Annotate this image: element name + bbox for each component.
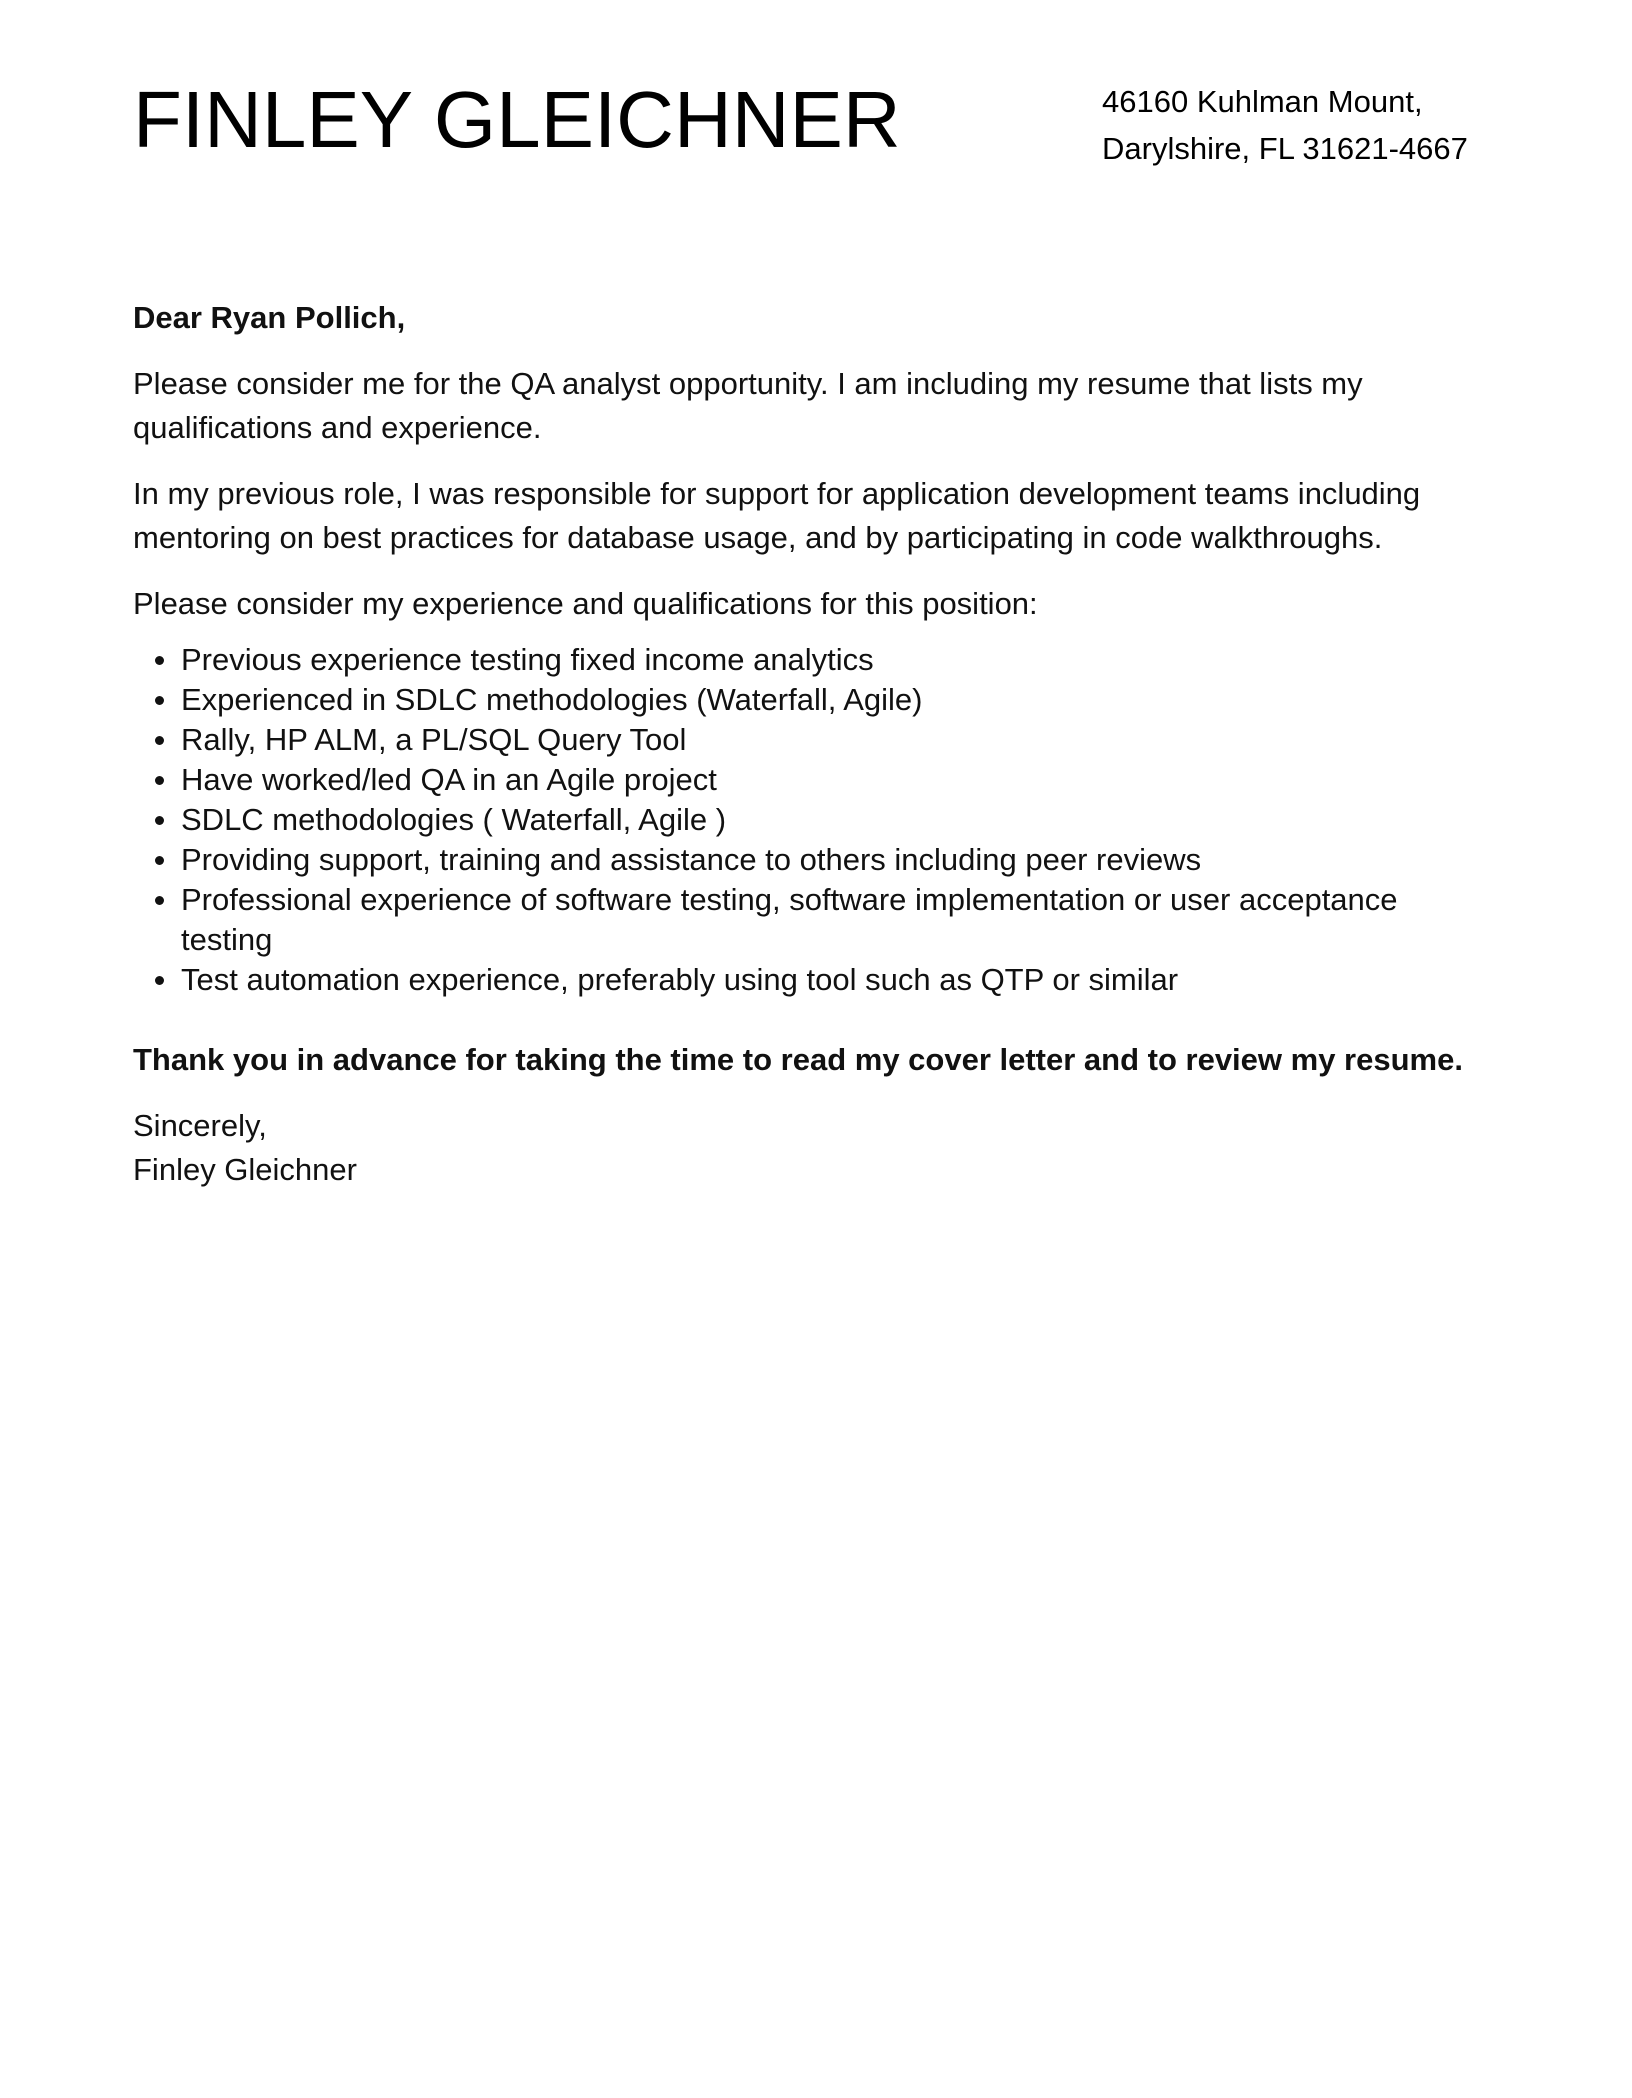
bullet-icon [155,736,164,745]
bullet-icon [155,696,164,705]
signoff: Sincerely, [133,1108,267,1143]
signoff-block [133,1104,1503,1192]
qualification-item [181,760,1503,800]
thank-you-line: Thank you in advance for taking the time to read my cover letter and to review my resume. [133,1042,1463,1077]
bullet-icon [155,976,164,985]
address-line-2: Darylshire, FL 31621-4667 [1102,131,1468,166]
bullet-icon [155,816,164,825]
bullet-icon [155,656,164,665]
letter-body [133,296,1503,1192]
qualification-item [181,880,1503,960]
qualification-text: Professional experience of software testing, software implementation or user acceptance testing [181,882,1398,957]
qualification-text: SDLC methodologies ( Waterfall, Agile ) [181,802,727,837]
previous-role-paragraph: In my previous role, I was responsible for support for application development teams including mentoring on best practices for database usage, and by participating in code walkthroughs. [133,476,1421,555]
qualification-text: Experienced in SDLC methodologies (Waterfall, Agile) [181,682,923,717]
qualification-text: Providing support, training and assistance to others including peer reviews [181,842,1202,877]
qualification-text: Test automation experience, preferably using tool such as QTP or similar [181,962,1179,997]
greeting: Dear Ryan Pollich, [133,300,406,335]
qualification-item [181,640,1503,680]
applicant-name: FINLEY GLEICHNER [133,75,901,164]
bullet-icon [155,896,164,905]
qualification-text: Previous experience testing fixed income analytics [181,642,874,677]
address-line-1: 46160 Kuhlman Mount, [1102,84,1423,119]
intro-paragraph: Please consider me for the QA analyst opportunity. I am including my resume that lists my qualifications and experience. [133,366,1363,445]
bullet-icon [155,776,164,785]
bullet-icon [155,856,164,865]
qualifications-list [133,640,1503,1000]
qualification-text: Have worked/led QA in an Agile project [181,762,717,797]
qualification-item [181,720,1503,760]
qualification-item [181,800,1503,840]
qualification-item [181,960,1503,1000]
qualification-text: Rally, HP ALM, a PL/SQL Query Tool [181,722,687,757]
applicant-address [1102,78,1468,172]
qualification-item [181,680,1503,720]
qualification-item [181,840,1503,880]
qualifications-intro: Please consider my experience and qualifications for this position: [133,586,1038,621]
signature-name: Finley Gleichner [133,1152,357,1187]
